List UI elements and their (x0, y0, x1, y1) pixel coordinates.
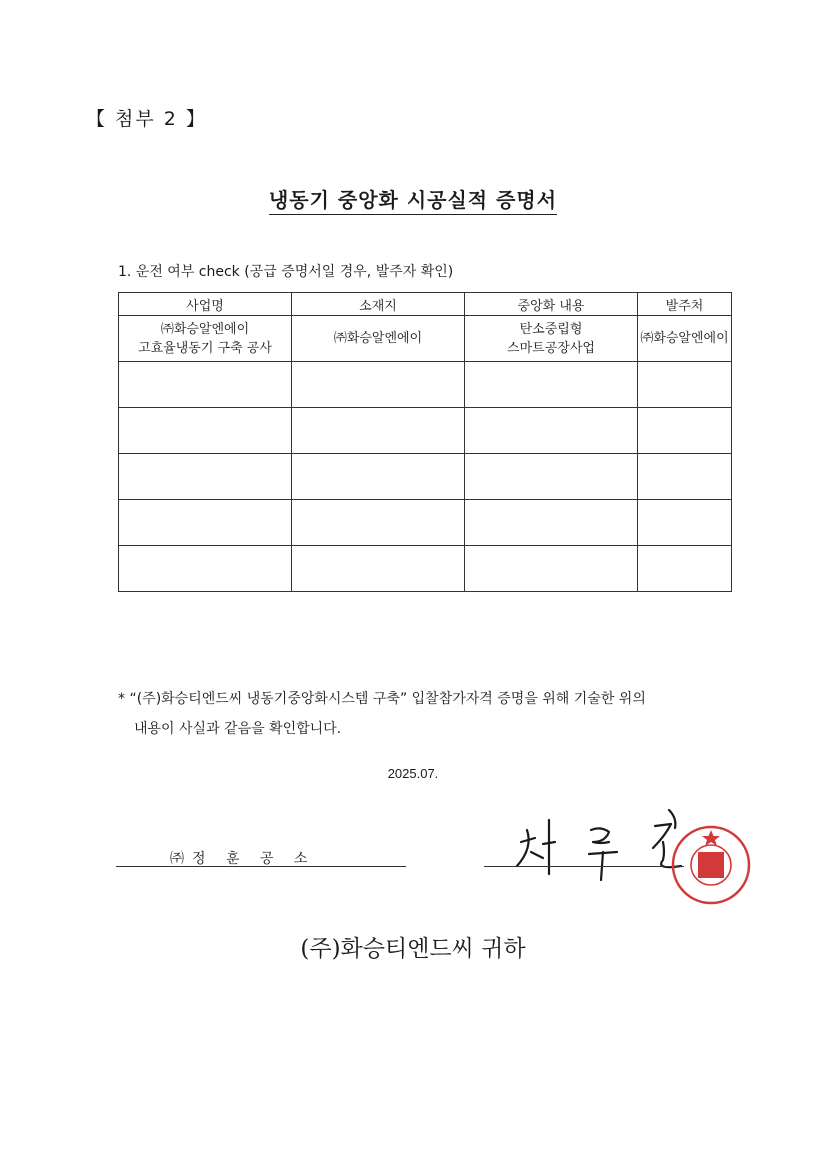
recipient: (주)화승티엔드씨 귀하 (300, 936, 526, 962)
header-project-name: 사업명 (119, 293, 292, 316)
table-row (119, 316, 732, 362)
table-cell (292, 362, 465, 408)
table-cell: ㈜화승알엔에이 고효율냉동기 구축 공사 (119, 316, 292, 362)
note-line-1: * “(주)화승티엔드씨 냉동기중앙화시스템 구축” 입찰참가자격 증명을 위해 기술한 위의 (118, 691, 646, 707)
table-row (119, 408, 732, 454)
document-title (0, 184, 826, 213)
note-line-2: 내용이 사실과 같음을 확인합니다. (134, 721, 342, 737)
document-date: 2025.07. (387, 766, 439, 781)
header-location: 소재지 (292, 293, 465, 316)
section-heading: 1. 운전 여부 check (공급 증명서일 경우, 발주자 확인) (118, 264, 454, 280)
table-cell (465, 500, 638, 546)
table-cell (465, 546, 638, 592)
signature-underline (484, 866, 684, 867)
table-cell (638, 362, 732, 408)
table-cell: ㈜화승알엔에이 (638, 316, 732, 362)
table-cell (119, 362, 292, 408)
table-row (119, 546, 732, 592)
table-cell (119, 546, 292, 592)
confirmation-note (118, 684, 746, 744)
table-cell (465, 408, 638, 454)
table-cell (465, 454, 638, 500)
attachment-label: 【 첨부 2 】 (86, 108, 207, 130)
table-cell (638, 546, 732, 592)
table-cell (292, 546, 465, 592)
table-cell (638, 454, 732, 500)
table-cell (292, 500, 465, 546)
table-cell (119, 408, 292, 454)
table-cell (292, 408, 465, 454)
table-cell (465, 362, 638, 408)
table-body (119, 316, 732, 592)
table-row (119, 500, 732, 546)
company-seal (670, 824, 752, 906)
table-cell (292, 454, 465, 500)
table-header-row (119, 293, 732, 316)
table-cell: ㈜화승알엔에이 (292, 316, 465, 362)
handwritten-signature (505, 808, 695, 888)
document-title-text: 냉동기 중앙화 시공실적 증명서 (269, 188, 557, 215)
table-cell (119, 500, 292, 546)
header-content: 중앙화 내용 (465, 293, 638, 316)
table-row (119, 454, 732, 500)
table-cell (638, 500, 732, 546)
table-row (119, 362, 732, 408)
table-cell: 탄소중립형 스마트공장사업 (465, 316, 638, 362)
header-client: 발주처 (638, 293, 732, 316)
table-cell (638, 408, 732, 454)
performance-table (118, 292, 732, 592)
signer-underline (116, 866, 406, 867)
table-cell (119, 454, 292, 500)
signer-name: ㈜정 훈 공 소 (170, 851, 316, 867)
